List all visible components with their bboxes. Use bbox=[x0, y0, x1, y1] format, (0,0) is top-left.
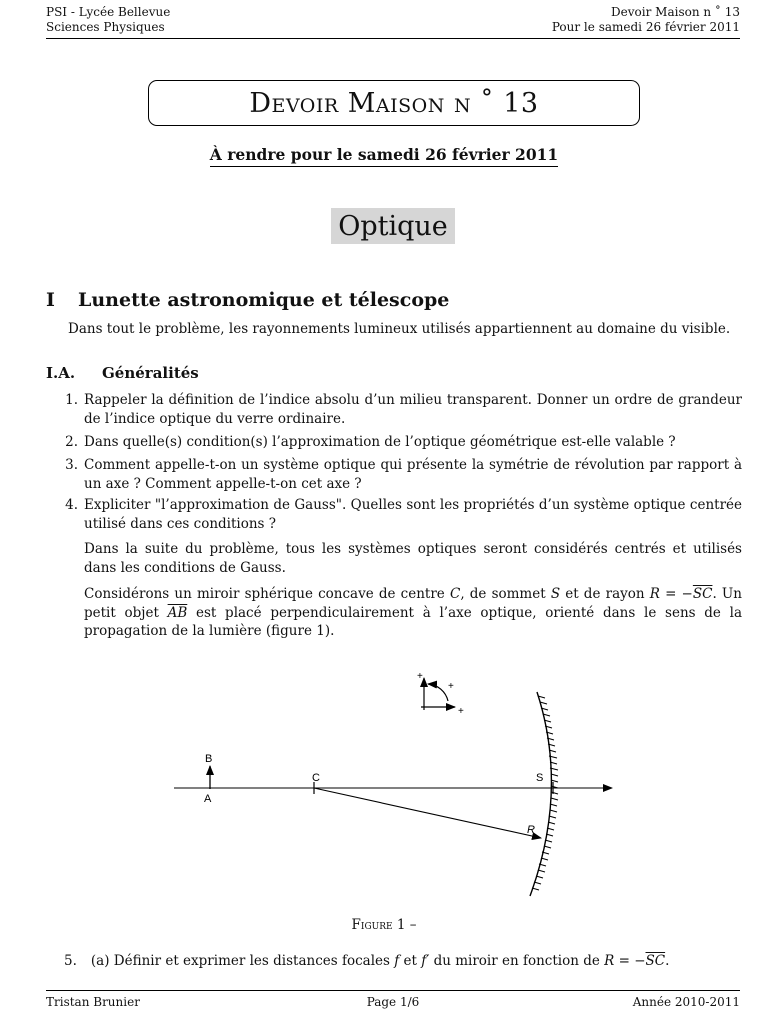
concave-mirror bbox=[530, 692, 551, 896]
text-run: et de rayon bbox=[560, 586, 650, 602]
plus-sign-up: + bbox=[417, 671, 423, 682]
math-eq: = − bbox=[659, 586, 693, 602]
subquestion-label: (a) bbox=[90, 953, 110, 969]
footer-author: Tristan Brunier bbox=[46, 995, 140, 1009]
text-run: . bbox=[665, 953, 670, 969]
math-eq: = − bbox=[614, 953, 646, 969]
math-f-prime: f′ bbox=[421, 953, 430, 969]
question-number: 2. bbox=[65, 434, 78, 450]
question-number: 4. bbox=[65, 497, 78, 513]
orientation-indicator bbox=[417, 671, 464, 717]
figure-caption bbox=[0, 917, 768, 933]
text-run: . Un petit objet bbox=[84, 586, 742, 621]
footer-year: Année 2010-2011 bbox=[632, 995, 740, 1009]
section-title: Lunette astronomique et télescope bbox=[78, 289, 450, 311]
subtitle-text: À rendre pour le samedi 26 février 2011 bbox=[210, 145, 558, 167]
text-run: Considérons un miroir sphérique concave de centre bbox=[84, 586, 450, 602]
paragraph-gauss: Dans la suite du problème, tous les systèmes optiques seront considérés centrés et utilisés dans les conditions de Gauss. bbox=[84, 541, 742, 576]
question-1 bbox=[60, 391, 742, 428]
topic-label: Optique bbox=[331, 208, 455, 244]
math-R: R bbox=[649, 586, 660, 602]
label-B: B bbox=[205, 753, 213, 765]
figure-caption-text: Figure 1 – bbox=[351, 917, 417, 933]
question-text: Comment appelle-t-on un système optique qui présente la symétrie de révolution par rapport à un axe ? Comment appelle-t-on cet axe ? bbox=[84, 457, 742, 492]
text-run: est placé perpendiculairement à l’axe optique, orienté dans le sens de la propagation de la lumière (figure 1). bbox=[84, 604, 742, 639]
footer-rule bbox=[46, 990, 740, 991]
header-school: PSI - Lycée Bellevue bbox=[46, 5, 171, 19]
header-rule bbox=[46, 38, 740, 39]
question-number: 5. bbox=[64, 953, 77, 969]
label-S: S bbox=[536, 772, 544, 784]
label-A: A bbox=[204, 793, 212, 805]
header-left bbox=[46, 5, 170, 35]
subsection-heading bbox=[46, 364, 199, 382]
title-box bbox=[148, 80, 640, 126]
question-2 bbox=[60, 433, 742, 452]
figure-mirror-diagram bbox=[0, 660, 768, 910]
footer-page-number: Page 1/6 bbox=[366, 995, 420, 1009]
plus-sign-right: + bbox=[458, 706, 464, 717]
math-f: f bbox=[394, 953, 400, 969]
page-footer bbox=[46, 995, 740, 1011]
header-due-date: Pour le samedi 26 février 2011 bbox=[551, 20, 740, 34]
plus-sign-rotation: + bbox=[448, 681, 454, 692]
paragraph-mirror bbox=[84, 585, 742, 641]
math-C: C bbox=[449, 586, 461, 602]
math-SC: $\overline{SC}$ bbox=[692, 586, 713, 602]
header-doc-title: Devoir Maison n ˚ 13 bbox=[611, 5, 740, 19]
rotation-arrow bbox=[428, 684, 448, 701]
math-R: R bbox=[604, 953, 615, 969]
section-intro: Dans tout le problème, les rayonnements lumineux utilisés appartiennent au domaine du visible. bbox=[68, 321, 731, 337]
subsection-number: I.A. bbox=[46, 364, 76, 382]
text-run: , de sommet bbox=[460, 586, 551, 602]
section-heading bbox=[46, 289, 449, 311]
radius-line bbox=[314, 788, 541, 838]
page-title: Devoir Maison n ˚ 13 bbox=[249, 87, 539, 119]
label-R: R bbox=[527, 824, 535, 836]
math-SC: $\overline{SC}$ bbox=[645, 953, 666, 969]
question-number: 3. bbox=[65, 457, 78, 473]
question-3 bbox=[60, 456, 742, 493]
question-4 bbox=[60, 496, 742, 533]
header-right bbox=[552, 5, 740, 35]
question-text: Rappeler la définition de l’indice absolu d’un milieu transparent. Donner un ordre de grandeur de l’indice optique du verre ordinaire. bbox=[84, 392, 742, 427]
question-text: Expliciter "l’approximation de Gauss". Quelles sont les propriétés d’un système optique centrée utilisé dans ces conditions ? bbox=[84, 497, 742, 532]
text-run: du miroir en fonction de bbox=[429, 953, 605, 969]
text-run: Définir et exprimer les distances focales bbox=[113, 953, 395, 969]
header-subject: Sciences Physiques bbox=[46, 20, 165, 34]
question-5a bbox=[64, 953, 669, 969]
label-C: C bbox=[312, 772, 320, 784]
subtitle bbox=[0, 145, 768, 164]
math-AB: $\overline{AB}$ bbox=[167, 604, 188, 621]
subsection-title: Généralités bbox=[102, 364, 199, 382]
text-run: et bbox=[399, 953, 422, 969]
mirror-hatching bbox=[532, 696, 558, 890]
question-number: 1. bbox=[65, 392, 78, 408]
question-text: Dans quelle(s) condition(s) l’approximation de l’optique géométrique est-elle valable ? bbox=[84, 434, 676, 450]
section-number: I bbox=[46, 289, 55, 311]
math-S: S bbox=[550, 586, 561, 602]
